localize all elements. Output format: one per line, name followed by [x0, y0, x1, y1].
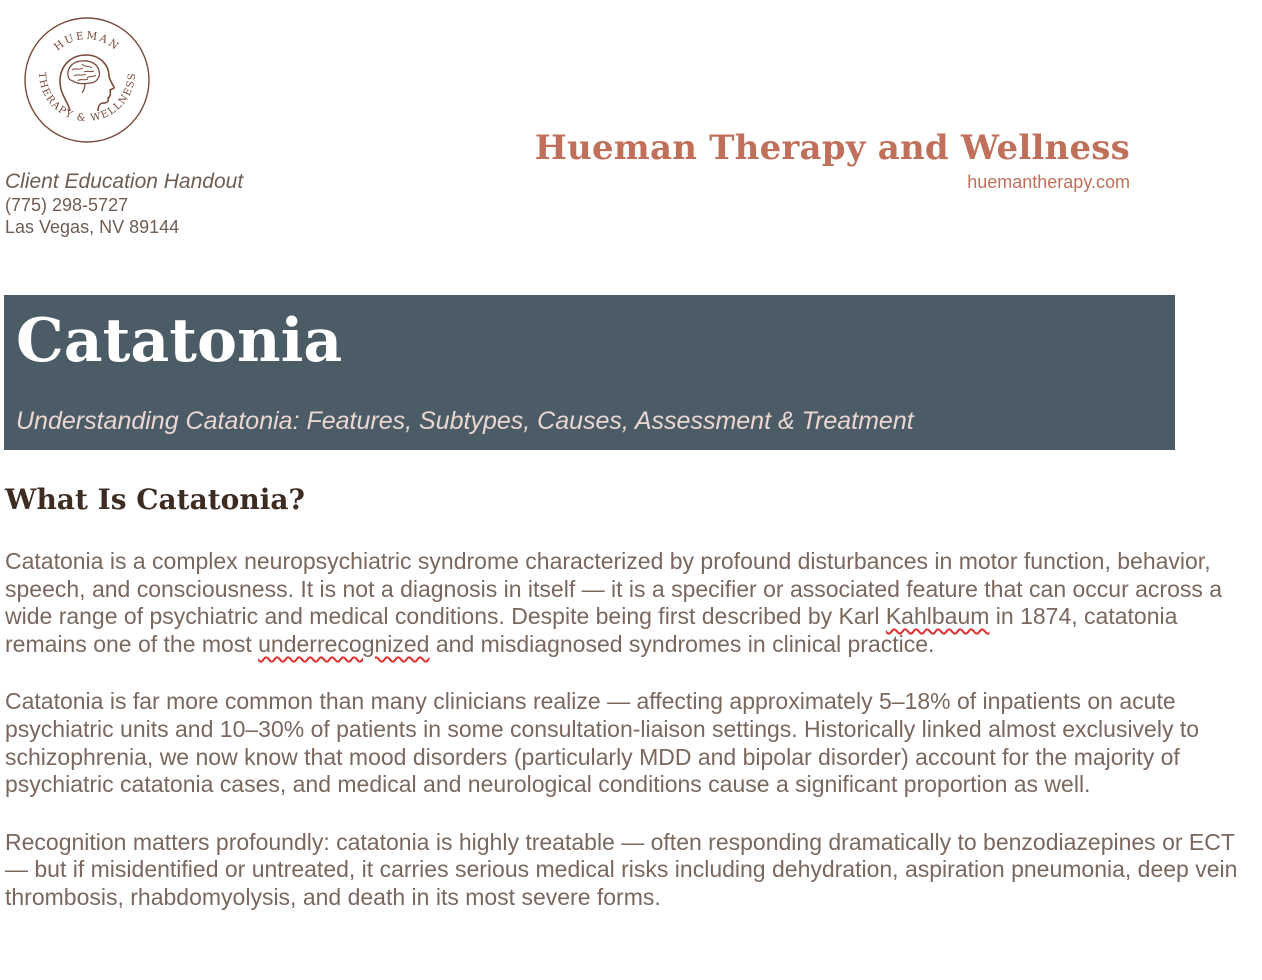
address: Las Vegas, NV 89144 [5, 217, 180, 237]
org-name: Hueman Therapy and Wellness [534, 128, 1130, 168]
org-url[interactable]: huemantherapy.com [967, 172, 1130, 192]
title-banner [4, 295, 1175, 450]
page-title: Catatonia [16, 306, 343, 376]
page-subtitle: Understanding Catatonia: Features, Subtypes, Causes, Assessment & Treatment [16, 407, 914, 435]
logo-arc-bottom: THERAPY & WELLNESS [35, 71, 139, 125]
phone-number: (775) 298-5727 [5, 195, 129, 215]
spellcheck-word-kahlbaum[interactable]: Kahlbaum [885, 603, 990, 630]
section-body [5, 548, 1260, 942]
paragraph-2: Catatonia is far more common than many clinicians realize — affecting approximately 5–18% of inpatients on acute psychiatric units and 10–30% of patients in some consultation-liaison settings. Historically linked almost exclusively to schizophrenia, we now know that mood disorders (particularly MDD and bipolar disorder) account for the majority of psychiatric catatonia cases, and medical and neurological conditions cause a significant proportion as well. [5, 688, 1200, 798]
paragraph-1-part-c: and misdiagnosed syndromes in clinical practice. [429, 630, 935, 657]
paragraph-1-part-a: Catatonia is a complex neuropsychiatric syndrome characterized by profound disturbances in motor function, behavior, speech, and consciousness. It is not a diagnosis in itself — it is a specifier or associated feature that can occur across a wide range of psychiatric and medical conditions. Despite being first described by Karl [5, 548, 1223, 630]
spellcheck-word-underrecognized[interactable]: underrecognized [258, 630, 430, 657]
logo-arc-top: HUEMAN [51, 29, 123, 54]
logo [22, 15, 152, 145]
paragraph-3: Recognition matters profoundly: catatonia is highly treatable — often responding dramatically to benzodiazepines or ECT — but if misidentified or untreated, it carries serious medical risks including dehydration, aspiration pneumonia, deep vein thrombosis, rhabdomyolysis, and death in its most severe forms. [5, 828, 1238, 910]
contact-info [5, 170, 243, 238]
head-brain-icon [22, 15, 152, 145]
paragraph-1-part-b: in 1874, catatonia remains one of the most [5, 603, 1178, 657]
section-heading: What Is Catatonia? [5, 483, 305, 516]
handout-tagline: Client Education Handout [5, 170, 244, 193]
paragraph-1 [5, 548, 1260, 658]
